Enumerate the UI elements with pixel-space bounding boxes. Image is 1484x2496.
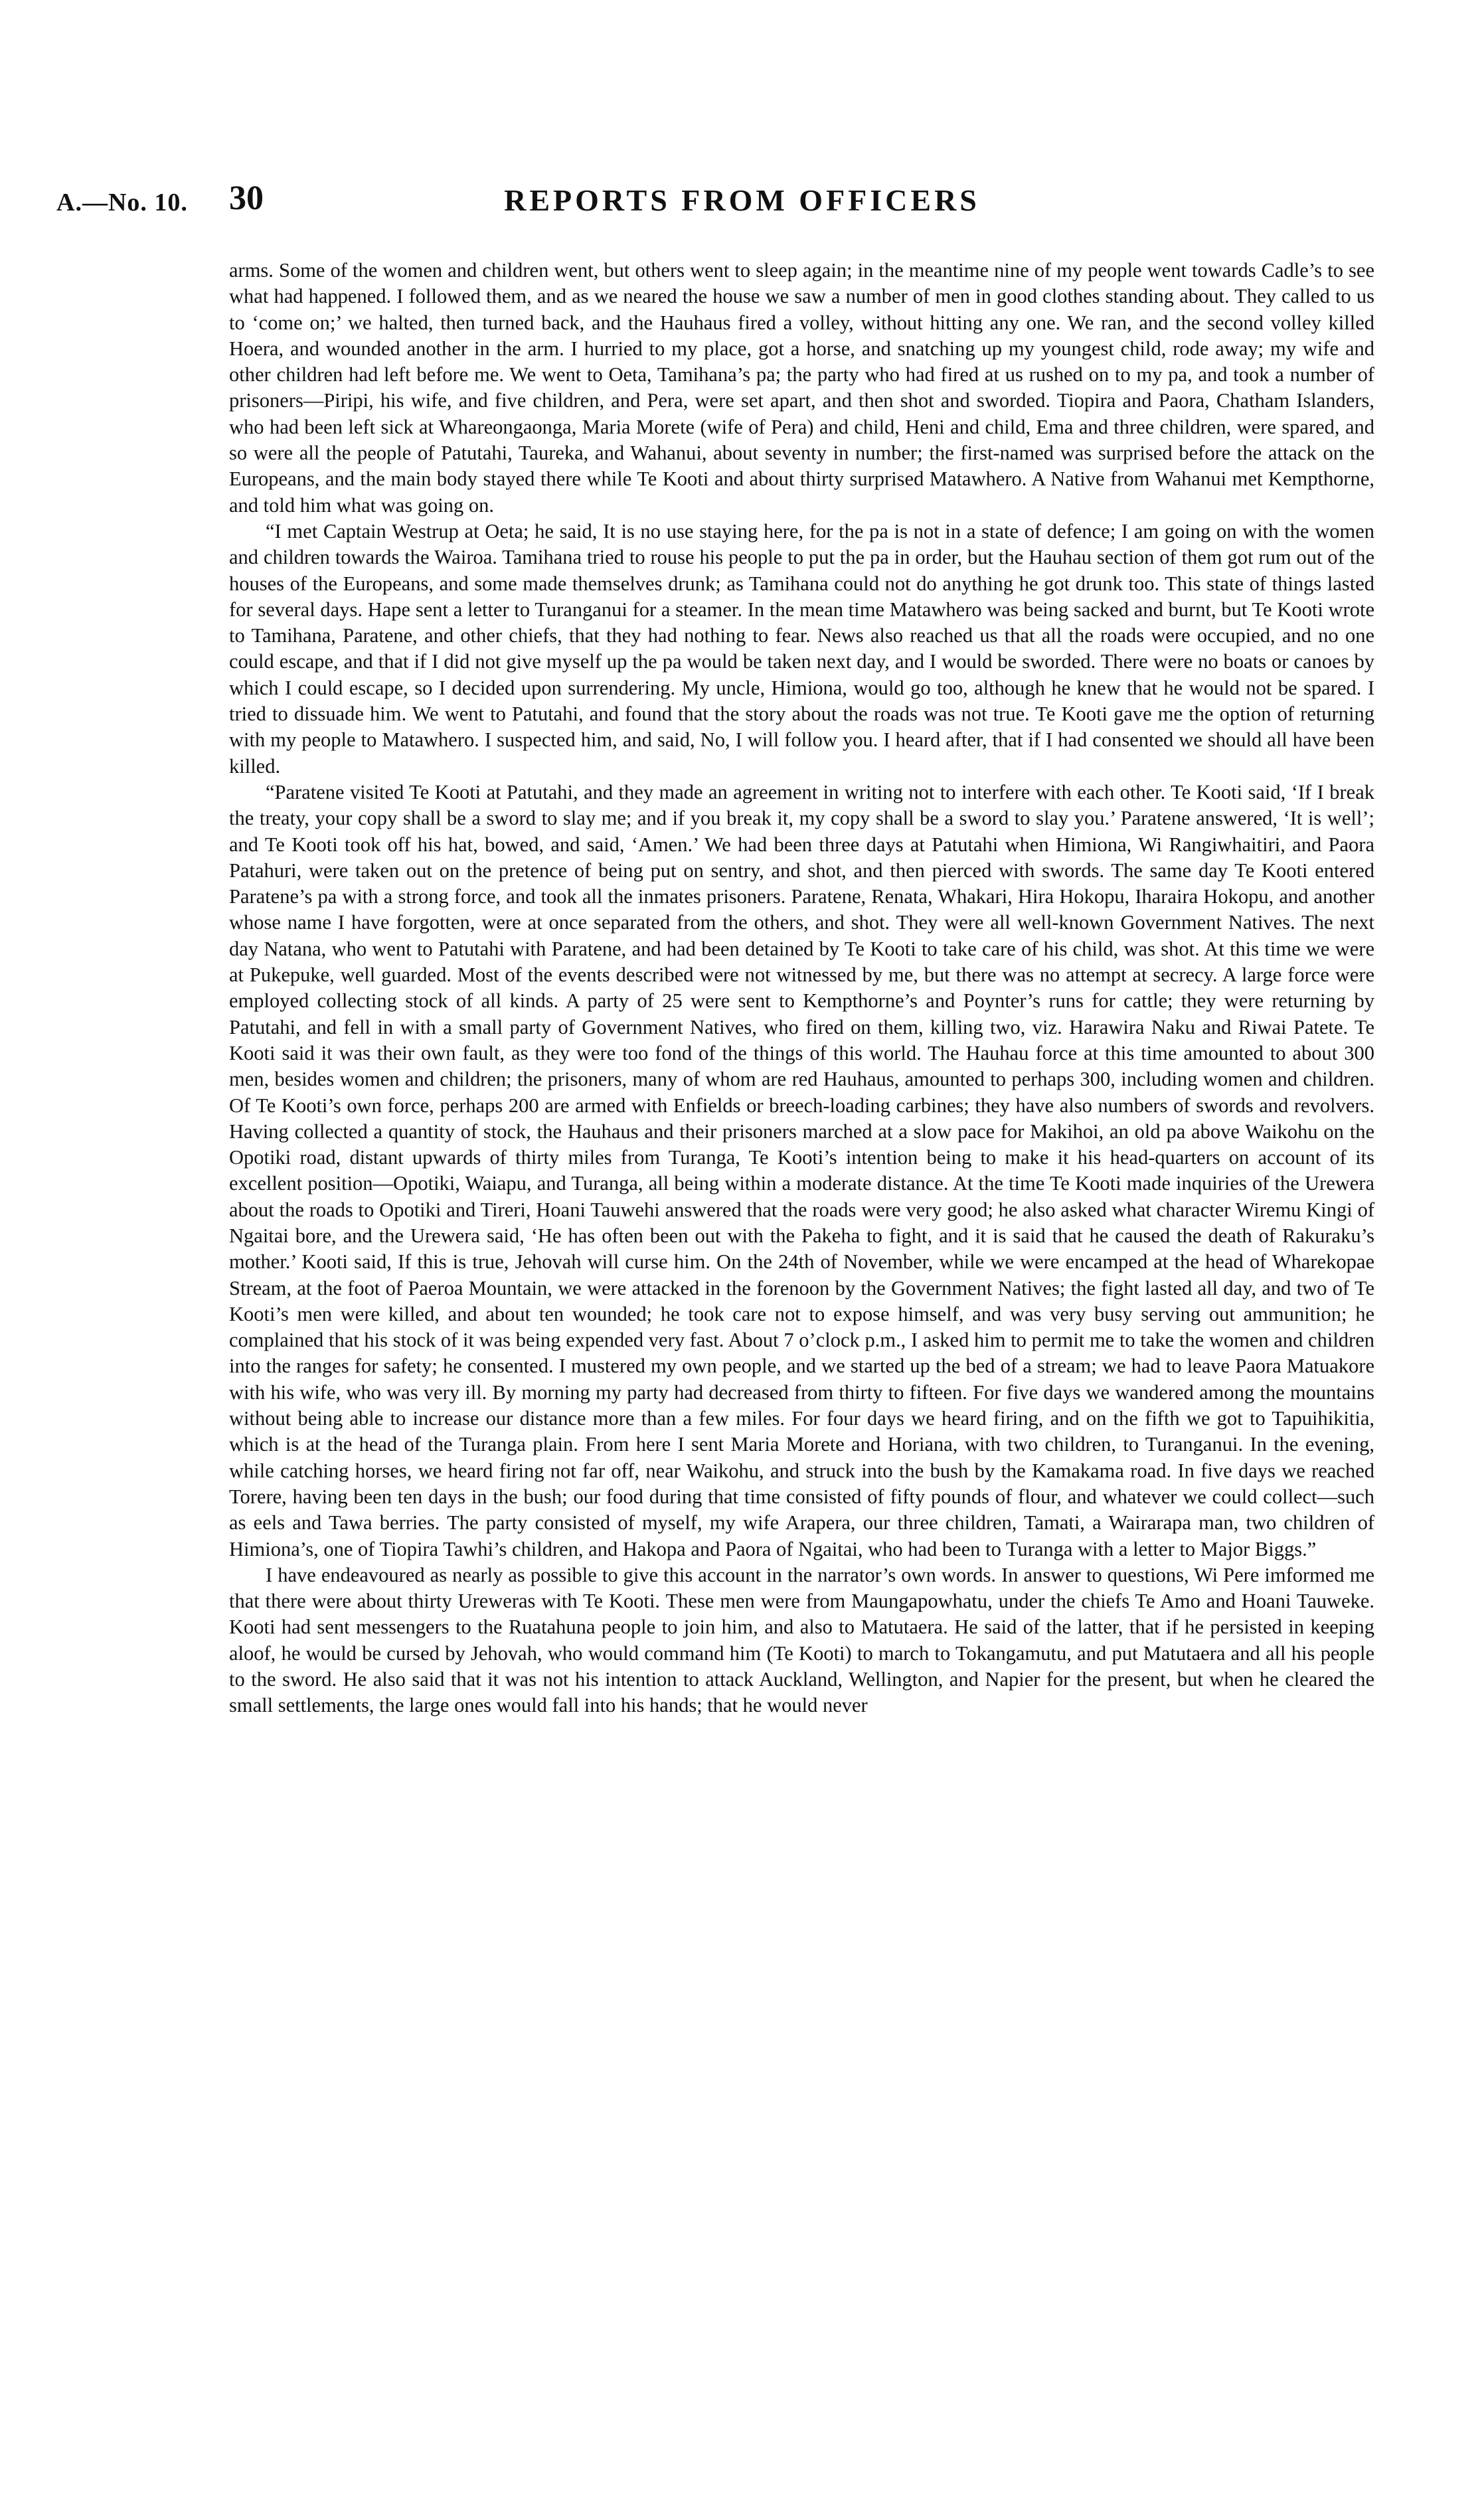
paragraph: “Paratene visited Te Kooti at Patutahi, and they made an agreement in writing not to interfere with each other. Te Kooti said, ‘If I break the treaty, your copy shall be a sword to slay me; and if you break it, my copy shall be a sword to slay you.’ Paratene answered, ‘It is well’; and Te Kooti took off his hat, bowed, and said, ‘Amen.’ We had been three days at Patutahi when Himiona, Wi Rangiwhaitiri, and Paora Patahuri, were taken out on the pretence of being put on sentry, and shot, and then pierced with swords. The same day Te Kooti entered Paratene’s pa with a strong force, and took all the inmates prisoners. Paratene, Renata, Whakari, Hira Hokopu, Iharaira Hokopu, and another whose name I have forgotten, were at once separated from the others, and shot. They were all well-known Government Natives. The next day Natana, who went to Patutahi with Paratene, and had been detained by Te Kooti to take care of his child, was shot. At this time we were at Pukepuke, well guarded. Most of the events described were not witnessed by me, but there was no attempt at secrecy. A large force were employed collecting stock of all kinds. A party of 25 were sent to Kempthorne’s and Poynter’s runs for cattle; they were returning by Patutahi, and fell in with a small party of Government Natives, who fired on them, killing two, viz. Harawira Naku and Riwai Patete. Te Kooti said it was their own fault, as they were too fond of the things of this world. The Hauhau force at this time amounted to about 300 men, besides women and children; the prisoners, many of whom are red Hauhaus, amounted to perhaps 300, including women and children. Of Te Kooti’s own force, perhaps 200 are armed with Enfields or breech-loading carbines; they have also numbers of swords and revolvers. Having collected a quantity of stock, the Hauhaus and their prisoners marched at a slow pace for Makihoi, an old pa above Waikohu on the Opotiki road, distant upwards of thirty miles from Turanga, Te Kooti’s intention being to make it his head-quarters on account of its excellent position—Opotiki, Waiapu, and Turanga, all being within a moderate distance. At the time Te Kooti made inquiries of the Urewera about the roads to Opotiki and Tireri, Hoani Tauwehi answered that the roads were very good; he also asked what character Wiremu Kingi of Ngaitai bore, and the Urewera said, ‘He has often been out with the Pakeha to fight, and it is said that he caused the death of Rakuraku’s mother.’ Kooti said, If this is true, Jehovah will curse him. On the 24th of November, while we were encamped at the head of Wharekopae Stream, at the foot of Paeroa Mountain, we were attacked in the forenoon by the Government Natives; the fight lasted all day, and two of Te Kooti’s men were killed, and about ten wounded; he took care not to expose himself, and was very busy serving out ammunition; he complained that his stock of it was being expended very fast. About 7 o’clock p.m., I asked him to permit me to take the women and children into the ranges for safety; he consented. I mustered my own people, and we started up the bed of a stream; we had to leave Paora Matuakore with his wife, who was very ill. By morning my party had decreased from thirty to fifteen. For five days we wandered among the mountains without being able to increase our distance more than a few miles. For four days we heard firing, and on the fifth we got to Tapuihikitia, which is at the head of the Turanga plain. From here I sent Maria Morete and Horiana, with two children, to Turanganui. In the evening, while catching horses, we heard firing not far off, near Waikohu, and struck into the bush by the Kamakama road. In five days we reached Torere, having been ten days in the bush; our food during that time consisted of fifty pounds of flour, and whatever we could collect—such as eels and Tawa berries. The party consisted of myself, my wife Arapera, our three children, Tamati, a Wairarapa man, two children of Himiona’s, one of Tiopira Tawhi’s children, and Hakopa and Paora of Ngaitai, who had been to Turanga with a letter to Major Biggs.” — [229, 780, 1374, 1560]
paragraph: arms. Some of the women and children went, but others went to sleep again; in the meantime nine of my people went towards Cadle’s to see what had happened. I followed them, and as we neared the house we saw a number of men in good clothes standing about. They called to us to ‘come on;’ we halted, then turned back, and the Hauhaus fired a volley, without hitting any one. We ran, and the second volley killed Hoera, and wounded another in the arm. I hurried to my place, got a horse, and snatching up my youngest child, rode away; my wife and other children had left before me. We went to Oeta, Tamihana’s pa; the party who had fired at us rushed on to my pa, and took a number of prisoners—Piripi, his wife, and five children, and Pera, were set apart, and then shot and sworded. Tiopira and Paora, Chatham Islanders, who had been left sick at Whareongaonga, Maria Morete (wife of Pera) and child, Heni and child, Ema and three children, were spared, and so were all the people of Patutahi, Taureka, and Wahanui, about seventy in number; the first-named was surprised before the attack on the Europeans, and the main body stayed there while Te Kooti and about thirty surprised Matawhero. A Native from Wahanui met Kempthorne, and told him what was going on. — [229, 259, 1374, 517]
document-reference: A.—No. 10. — [56, 189, 188, 216]
page-number: 30 — [229, 179, 264, 217]
paragraph: I have endeavoured as nearly as possible to give this account in the narrator’s own words. In answer to questions, Wi Pere imformed me that there were about thirty Ureweras with Te Kooti. These men were from Maungapowhatu, under the chiefs Te Amo and Hoani Tauweke. Kooti had sent messengers to the Ruatahuna people to join him, and also to Matutaera. He said of the latter, that if he persisted in keeping aloof, he would be cursed by Jehovah, who would command him (Te Kooti) to march to Tokangamutu, and put Matutaera and all his people to the sword. He also said that it was not his intention to attack Auckland, Wellington, and Napier for the present, but when he cleared the small settlements, the large ones would fall into his hands; that he would never — [229, 1563, 1374, 1717]
page-header — [0, 169, 1484, 222]
running-title: REPORTS FROM OFFICERS — [504, 183, 980, 217]
paragraph: “I met Captain Westrup at Oeta; he said, It is no use staying here, for the pa is not in a state of defence; I am going on with the women and children towards the Wairoa. Tamihana tried to rouse his people to put the pa in order, but the Hauhau section of them got rum out of the houses of the Europeans, and some made themselves drunk; as Tamihana could not do anything he got drunk too. This state of things lasted for several days. Hape sent a letter to Turanganui for a steamer. In the mean time Matawhero was being sacked and burnt, but Te Kooti wrote to Tamihana, Paratene, and other chiefs, that they had nothing to fear. News also reached us that all the roads were occupied, and no one could escape, and that if I did not give myself up the pa would be taken next day, and I would be sworded. There were no boats or canoes by which I could escape, so I decided upon surrendering. My uncle, Himiona, would go too, although he knew that he would not be spared. I tried to dissuade him. We went to Patutahi, and found that the story about the roads was not true. Te Kooti gave me the option of returning with my people to Matawhero. I suspected him, and said, No, I will follow you. I heard after, that if I had consented we should all have been killed. — [229, 519, 1374, 778]
body-text — [229, 258, 1374, 1719]
